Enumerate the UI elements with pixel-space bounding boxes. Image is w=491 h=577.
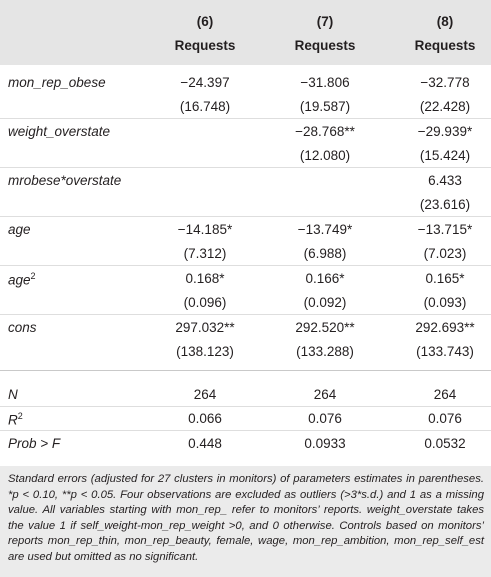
row-divider xyxy=(0,216,491,217)
cell-age-6: −14.185* xyxy=(177,222,233,237)
se-weight-overstate-8: (15.424) xyxy=(419,148,471,163)
se-mrobese-overstate-8: (23.616) xyxy=(419,197,471,212)
se-age-7: (6.988) xyxy=(303,246,347,261)
cell-age-7: −13.749* xyxy=(297,222,353,237)
row-label-mrobese-overstate: mrobese*overstate xyxy=(8,173,122,188)
cell-mrobese-overstate-8: 6.433 xyxy=(428,173,462,188)
row-label-age-squared xyxy=(8,271,36,288)
se-cons-7: (133.288) xyxy=(296,344,354,359)
r-squared-exponent: 2 xyxy=(17,411,23,421)
se-age-squared-7: (0.092) xyxy=(303,295,347,310)
cell-weight-overstate-7: −28.768** xyxy=(295,124,355,139)
cell-cons-7: 292.520** xyxy=(295,320,355,335)
row-divider xyxy=(0,406,491,407)
se-cons-6: (138.123) xyxy=(176,344,234,359)
cell-weight-overstate-8: −29.939* xyxy=(417,124,473,139)
section-divider xyxy=(0,370,491,371)
se-mon-rep-obese-7: (19.587) xyxy=(299,99,351,114)
cell-mon-rep-obese-8: −32.778 xyxy=(420,75,470,90)
cell-r-squared-6: 0.066 xyxy=(188,411,222,426)
age-squared-base: age xyxy=(8,272,31,288)
table-header xyxy=(0,0,491,65)
row-divider xyxy=(0,167,491,168)
se-age-8: (7.023) xyxy=(423,246,467,261)
se-age-squared-6: (0.096) xyxy=(183,295,227,310)
column-7-label: Requests xyxy=(294,38,356,53)
se-weight-overstate-7: (12.080) xyxy=(299,148,351,163)
se-mon-rep-obese-8: (22.428) xyxy=(419,99,471,114)
row-divider xyxy=(0,314,491,315)
column-7-number: (7) xyxy=(316,14,334,29)
se-age-squared-8: (0.093) xyxy=(423,295,467,310)
cell-prob-f-8: 0.0532 xyxy=(424,436,466,451)
cell-prob-f-7: 0.0933 xyxy=(304,436,346,451)
row-label-r-squared xyxy=(8,411,23,428)
row-label-prob-f: Prob > F xyxy=(8,436,61,451)
r-squared-base: R xyxy=(8,412,18,428)
se-mon-rep-obese-6: (16.748) xyxy=(179,99,231,114)
row-divider xyxy=(0,430,491,431)
row-label-mon-rep-obese: mon_rep_obese xyxy=(8,75,106,90)
se-cons-8: (133.743) xyxy=(416,344,474,359)
cell-n-6: 264 xyxy=(193,387,217,402)
cell-age-squared-8: 0.165* xyxy=(425,271,465,286)
row-divider xyxy=(0,265,491,266)
footnote-text: Standard errors (adjusted for 27 clusters in monitors) of parameters estimates in parentheses. *p < 0.10, **p < 0.05. Four observations are excluded as outliers (>3*s.d.) and 1 as a missing value. All variables starting with mon_rep_ refer to monitors’ reports. weight_overstate takes the value 1 if self_weight-mon_rep_weight >0, and 0 otherwise. Controls based on monitors’ reports mon_rep_thin, mon_rep_beauty, female, wage, mon_rep_ambition, mon_rep_self_est are used but omitted as no significant. xyxy=(8,473,484,563)
row-label-n: N xyxy=(8,387,18,402)
row-label-age: age xyxy=(8,222,31,237)
cell-n-7: 264 xyxy=(313,387,337,402)
column-6-label: Requests xyxy=(174,38,236,53)
column-8-label: Requests xyxy=(414,38,476,53)
column-6-number: (6) xyxy=(196,14,214,29)
age-squared-exponent: 2 xyxy=(30,271,36,281)
cell-r-squared-8: 0.076 xyxy=(428,411,462,426)
cell-mon-rep-obese-7: −31.806 xyxy=(300,75,350,90)
row-label-weight-overstate: weight_overstate xyxy=(8,124,111,139)
cell-age-squared-7: 0.166* xyxy=(305,271,345,286)
cell-prob-f-6: 0.448 xyxy=(188,436,222,451)
se-age-6: (7.312) xyxy=(183,246,227,261)
cell-cons-8: 292.693** xyxy=(415,320,475,335)
cell-mon-rep-obese-6: −24.397 xyxy=(180,75,230,90)
cell-n-8: 264 xyxy=(433,387,457,402)
cell-r-squared-7: 0.076 xyxy=(308,411,342,426)
row-divider xyxy=(0,118,491,119)
cell-age-squared-6: 0.168* xyxy=(185,271,225,286)
row-label-cons: cons xyxy=(8,320,37,335)
column-8-number: (8) xyxy=(436,14,454,29)
cell-age-8: −13.715* xyxy=(417,222,473,237)
cell-cons-6: 297.032** xyxy=(175,320,235,335)
table-footnote xyxy=(0,466,491,577)
